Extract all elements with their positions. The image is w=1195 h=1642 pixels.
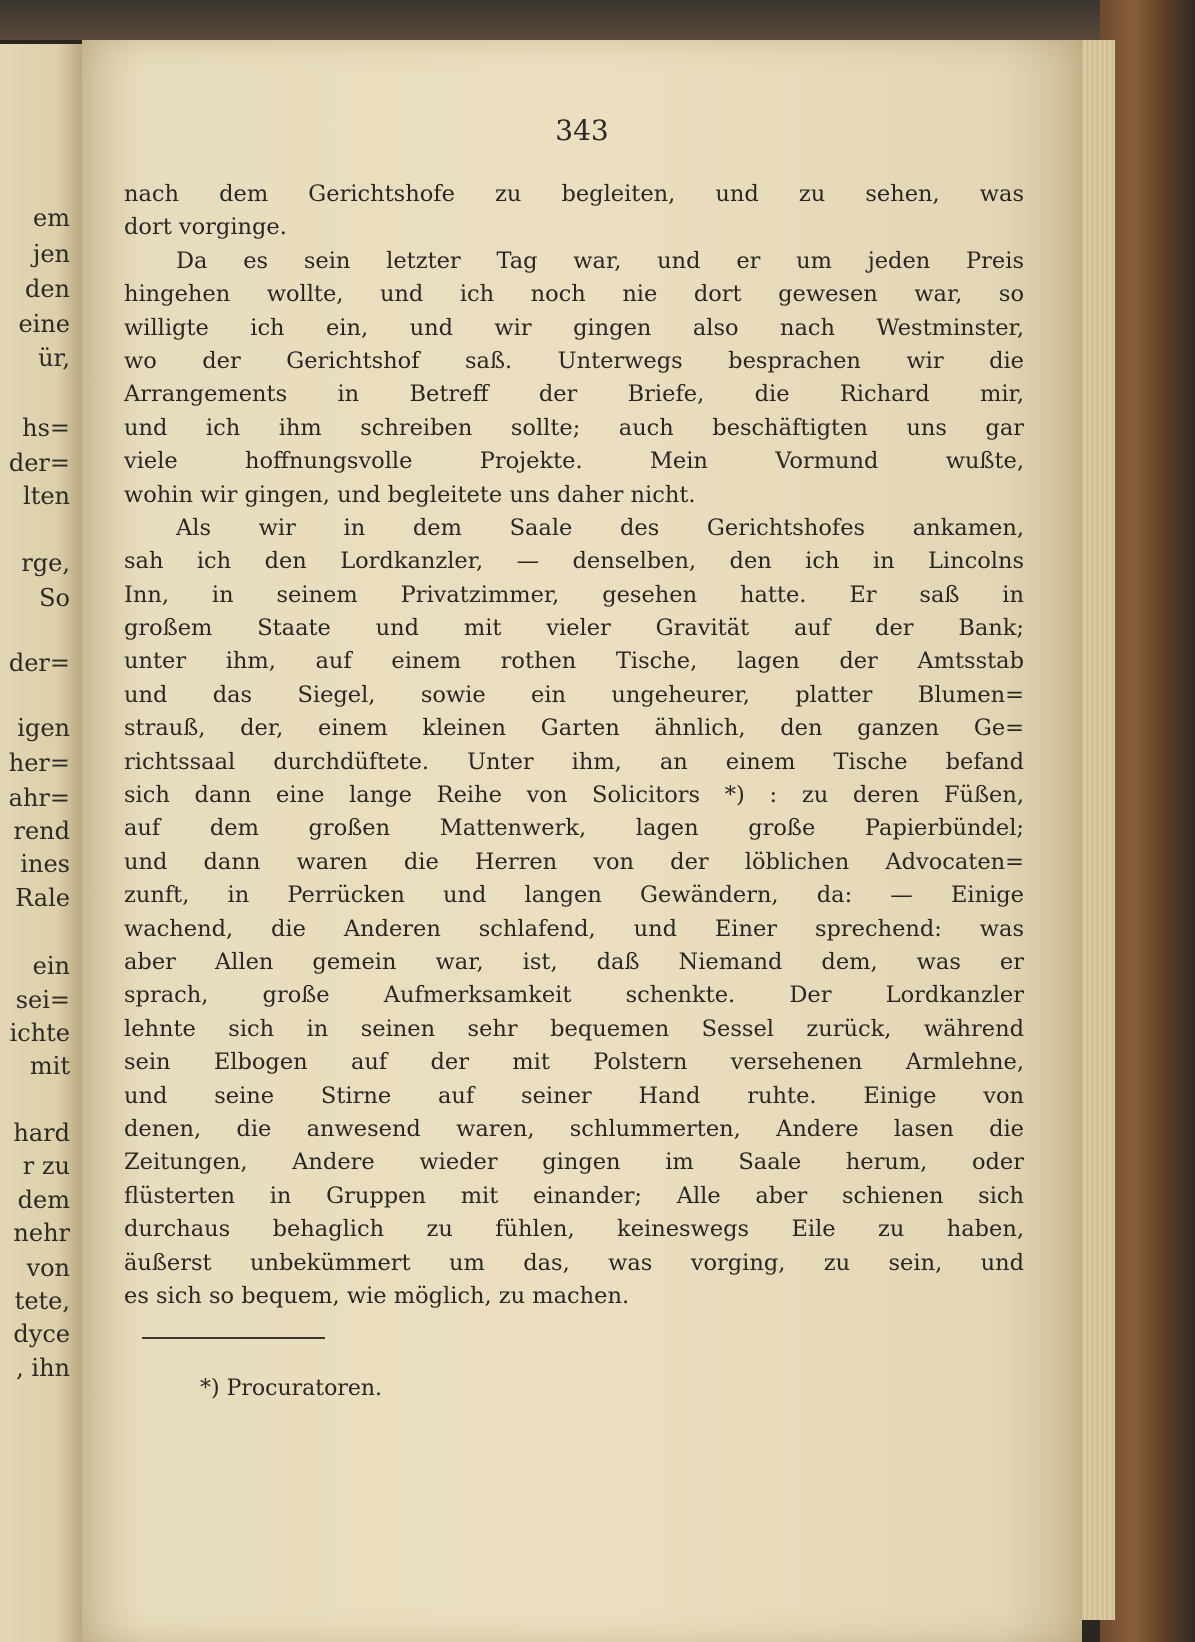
facing-page-fragment: rge, [21,549,70,577]
text-line: es sich so bequem, wie möglich, zu machen. [124,1282,630,1309]
text-line: Inn, in seinem Privatzimmer, gesehen hatte. Er saß in [124,581,1024,608]
text-line: Arrangements in Betreff der Briefe, die Richard mir, [124,381,1024,408]
text-line: nach dem Gerichtshofe zu begleiten, und zu sehen, was [124,181,1024,207]
text-line: denen, die anwesend waren, schlummerten, Andere lasen die [124,1115,1024,1142]
text-line: viele hoffnungsvolle Projekte. Mein Vormund wußte, [124,448,1024,475]
book-cover-top [0,0,1195,40]
text-line: wo der Gerichtshof saß. Unterwegs besprachen wir die [124,347,1024,374]
text-line: willigte ich ein, und wir gingen also nach Westminster, [124,314,1024,341]
facing-page-fragment: rend [13,817,70,845]
facing-page-fragment: tete, [14,1287,70,1315]
text-line: dort vorginge. [124,214,287,241]
text-line: aber Allen gemein war, ist, daß Niemand dem, was er [124,948,1024,975]
text-line: sprach, große Aufmerksamkeit schenkte. Der Lordkanzler [124,982,1024,1009]
text-line: Zeitungen, Andere wieder gingen im Saale herum, oder [124,1149,1024,1176]
facing-page-fragment: nehr [13,1219,70,1247]
facing-page-fragment: den [24,275,70,303]
facing-page-fragment: em [33,204,70,232]
facing-page-fragment: igen [17,714,70,742]
text-line: durchaus behaglich zu fühlen, keineswegs Eile zu haben, [124,1216,1024,1243]
facing-page-fragment: dyce [13,1320,70,1348]
text-line: wohin wir gingen, und begleitete uns daher nicht. [124,481,696,508]
text-line: und das Siegel, sowie ein ungeheurer, platter Blumen= [124,681,1024,708]
facing-page-fragment: jen [32,240,70,268]
facing-page-fragment: ahr= [8,784,70,812]
page-number: 343 [555,114,609,147]
facing-page-fragment: ichte [9,1019,70,1047]
text-line: lehnte sich in seinen sehr bequemen Sessel zurück, während [124,1015,1024,1042]
facing-page-fragment: mit [29,1052,70,1080]
facing-page-fragment: dem [17,1186,70,1214]
text-line: richtssaal durchdüftete. Unter ihm, an einem Tische befand [124,748,1024,775]
text-line: zunft, in Perrücken und langen Gewändern, da: — Einige [124,882,1024,909]
facing-page-fragment: eine [18,310,70,338]
text-line: strauß, der, einem kleinen Garten ähnlich, den ganzen Ge= [124,715,1024,742]
text-line: äußerst unbekümmert um das, was vorging, zu sein, und [124,1249,1024,1276]
text-line: auf dem großen Mattenwerk, lagen große Papierbündel; [124,815,1024,842]
facing-page-fragment: der= [8,449,70,477]
text-line: Als wir in dem Saale des Gerichtshofes ankamen, [176,514,1024,541]
text-line: hingehen wollte, und ich noch nie dort gewesen war, so [124,281,1024,308]
facing-page-fragment: Rale [15,884,70,912]
text-line: und ich ihm schreiben sollte; auch beschäftigten uns gar [124,414,1024,441]
text-line: sah ich den Lordkanzler, — denselben, den ich in Lincolns [124,548,1024,575]
text-line: großem Staate und mit vieler Gravität auf der Bank; [124,615,1024,642]
facing-page-fragment: der= [8,649,70,677]
facing-page-fragment: ür, [38,344,70,372]
facing-page-fragment: , ihn [16,1354,70,1382]
footnote-rule [142,1337,325,1339]
facing-page-fragment: So [39,584,70,612]
text-line: flüsterten in Gruppen mit einander; Alle aber schienen sich [124,1182,1024,1209]
facing-page-fragment: hard [13,1119,70,1147]
text-line: wachend, die Anderen schlafend, und Einer sprechend: was [124,915,1024,942]
body-text [124,178,1024,1313]
text-line: unter ihm, auf einem rothen Tische, lagen der Amtsstab [124,648,1024,675]
text-line: Da es sein letzter Tag war, und er um jeden Preis [176,247,1024,274]
facing-page-fragment: lten [23,482,70,510]
facing-page-fragment: ein [32,952,70,980]
facing-page-fragment: r zu [22,1152,70,1180]
book-page [82,40,1082,1642]
facing-page-edge [0,44,82,1642]
text-line: und seine Stirne auf seiner Hand ruhte. Einige von [124,1082,1024,1109]
facing-page-fragment: hs= [22,414,70,442]
facing-page-fragment: von [26,1254,70,1282]
facing-page-fragment: ines [20,850,70,878]
text-line: sich dann eine lange Reihe von Solicitors *) : zu deren Füßen, [124,782,1024,809]
facing-page-fragment: her= [8,749,70,777]
facing-page-fragment: sei= [15,986,70,1014]
text-line: und dann waren die Herren von der löblichen Advocaten= [124,848,1024,875]
text-line: sein Elbogen auf der mit Polstern versehenen Armlehne, [124,1049,1024,1076]
footnote: *) Procuratoren. [200,1376,383,1401]
